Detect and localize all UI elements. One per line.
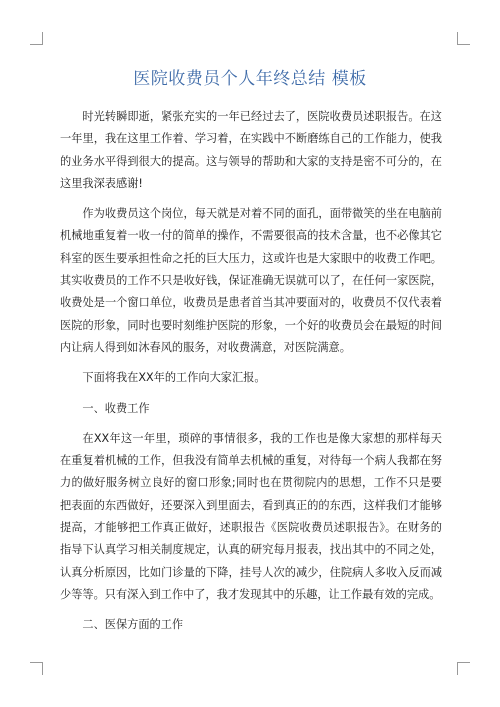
crop-mark-top-left xyxy=(30,32,43,45)
paragraph-report-lead: 下面将我在XX年的工作向大家汇报。 xyxy=(82,371,266,385)
section-heading-billing: 一、收费工作 xyxy=(82,401,150,415)
paragraph-role: 作为收费员这个岗位，每天就是对着不同的面孔，面带微笑的坐在电脑前机械地重复着一收一付的简单的操作，不需要很高的技术含量，也不必像其它科室的医生要承担性命之托的巨大压力，这或许也是大家眼中的收费工作吧。其实收费员的工作不只是收好钱，保证准确无误就可以了，在任何一家医院，收费处是一个窗口单位，收费员是患者首当其冲要面对的，收费员不仅代表着医院的形象，同时也要时刻维护医院的形象，一个好的收费员会在最短的时间内让病人得到如沐春风的服务，对收费满意，对医院满意。 xyxy=(60,207,442,354)
paragraph-billing: 在XX年这一年里，琐碎的事情很多，我的工作也是像大家想的那样每天在重复着机械的工作，但我没有简单去机械的重复，对待每一个病人我都在努力的做好服务树立良好的窗口形象;同时也在贯彻院内的思想，工作不只是要把表面的东西做好，还要深入到里面去，看到真正的的东西，这样我们才能够提高，才能够把工作真正做好，述职报告《医院收费员述职报告》。在财务的指导下认真学习相关制度规定，认真的研究每月报表，找出其中的不同之处，认真分析原因，比如门诊量的下降，挂号人次的减少，住院病人多收入反而减少等等。只有深入到工作中了，我才发现其中的乐趣，让工作最有效的完成。 xyxy=(60,431,442,601)
crop-mark-top-right xyxy=(457,32,470,45)
document-body xyxy=(60,106,442,645)
section-heading-insurance: 二、医保方面的工作 xyxy=(82,618,184,632)
document-title: 医院收费员个人年终总结 模板 xyxy=(133,69,367,89)
crop-mark-bottom-right xyxy=(457,662,470,675)
paragraph-intro: 时光转瞬即逝，紧张充实的一年已经过去了，医院收费员述职报告。在这一年里，我在这里工作着、学习着，在实践中不断磨练自己的工作能力，使我的业务水平得到很大的提高。这与领导的帮助和大家的支持是密不可分的，在这里我深表感谢! xyxy=(60,110,442,190)
crop-mark-bottom-left xyxy=(30,662,43,675)
